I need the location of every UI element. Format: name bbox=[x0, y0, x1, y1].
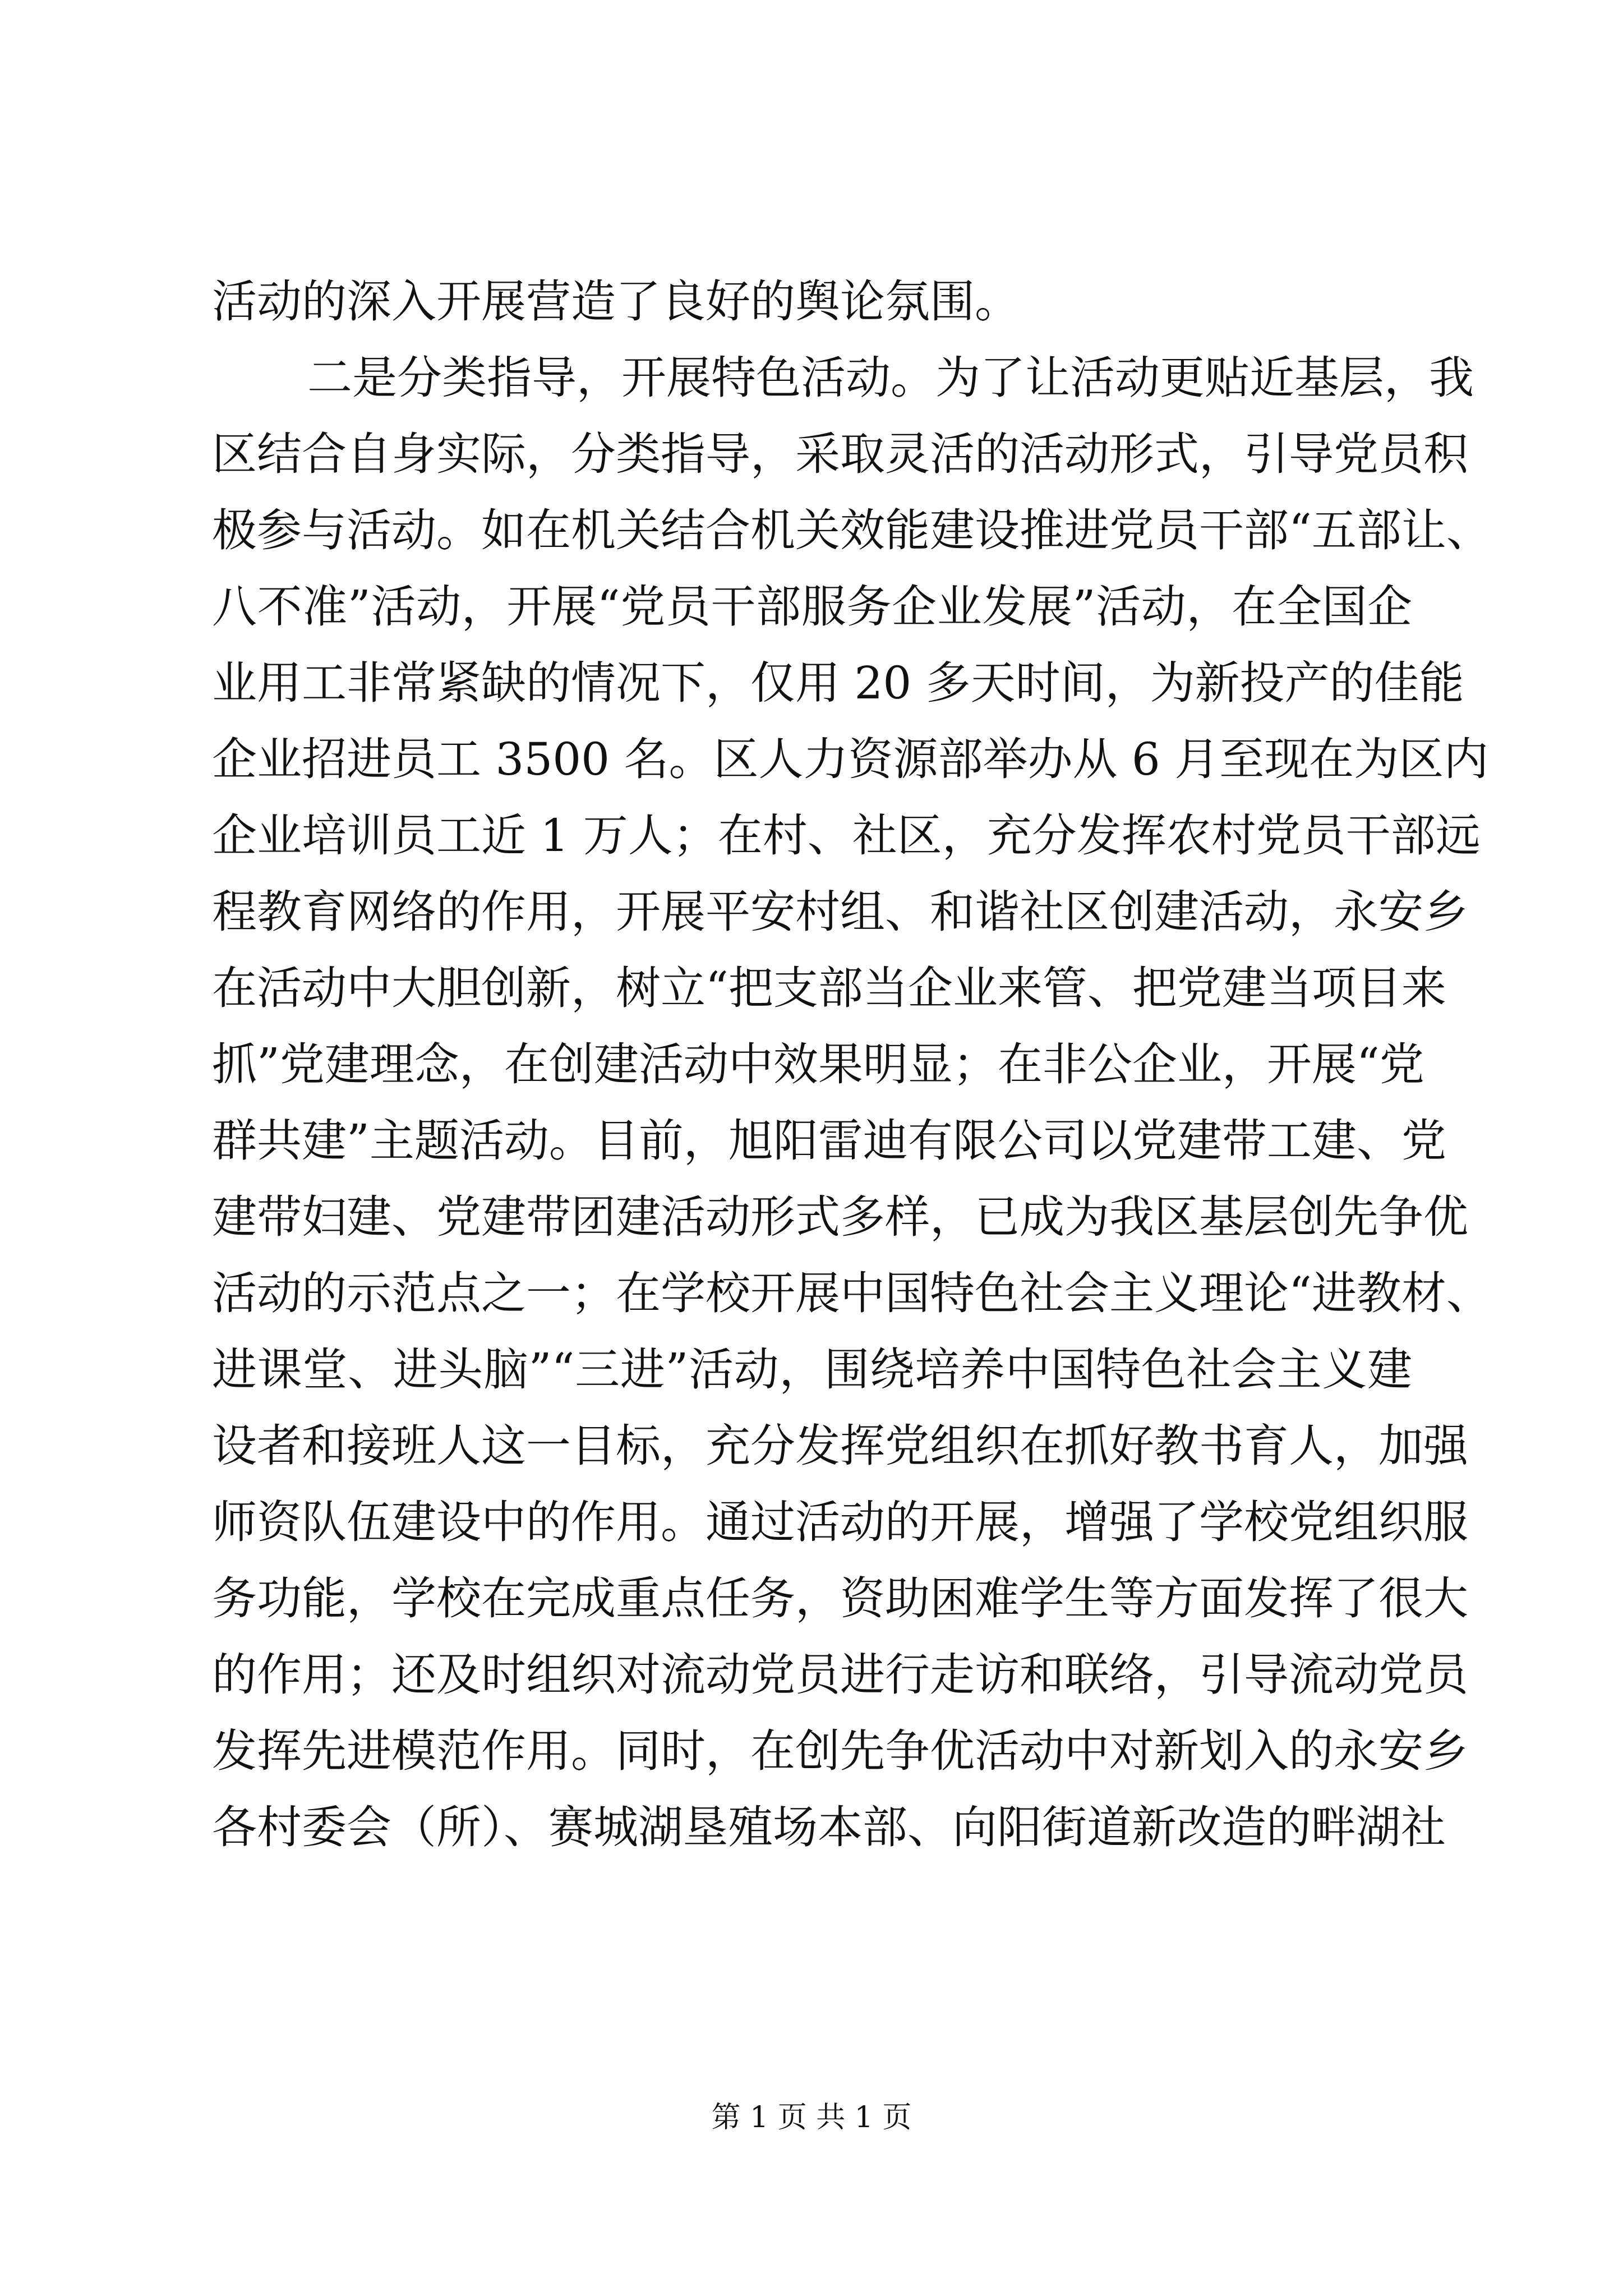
text-line: 群共建”主题活动。目前，旭阳雷迪有限公司以党建带工建、党 bbox=[212, 1115, 1446, 1167]
page-footer bbox=[0, 2098, 1623, 2137]
page-number-label: 第 1 页 共 1 页 bbox=[711, 2101, 912, 2134]
text-line: 区结合自身实际，分类指导，采取灵活的活动形式，引导党员积 bbox=[212, 428, 1468, 480]
text-line: 活动的示范点之一；在学校开展中国特色社会主义理论“进教材、 bbox=[212, 1267, 1491, 1319]
body-text bbox=[212, 264, 1491, 1866]
text-line: 各村委会（所）、赛城湖垦殖场本部、向阳街道新改造的畔湖社 bbox=[212, 1801, 1446, 1853]
text-line: 企业培训员工近 1 万人；在村、社区，充分发挥农村党员干部远 bbox=[212, 809, 1481, 862]
text-line: 极参与活动。如在机关结合机关效能建设推进党员干部“五部让、 bbox=[212, 504, 1491, 556]
text-line: 建带妇建、党建带团建活动形式多样，已成为我区基层创先争优 bbox=[212, 1191, 1468, 1243]
text-line: 师资队伍建设中的作用。通过活动的开展，增强了学校党组织服 bbox=[212, 1496, 1468, 1548]
text-line: 业用工非常紧缺的情况下，仅用 20 多天时间，为新投产的佳能 bbox=[212, 657, 1464, 709]
text-line: 设者和接班人这一目标，充分发挥党组织在抓好教书育人，加强 bbox=[212, 1420, 1468, 1472]
text-line: 活动的深入开展营造了良好的舆论氛围。 bbox=[212, 275, 1020, 328]
text-line: 进课堂、进头脑”“三进”活动，围绕培养中国特色社会主义建 bbox=[212, 1343, 1412, 1396]
text-line: 企业招进员工 3500 名。区人力资源部举办从 6 月至现在为区内 bbox=[212, 733, 1489, 785]
text-line: 发挥先进模范作用。同时，在创先争优活动中对新划入的永安乡 bbox=[212, 1725, 1468, 1777]
text-line: 的作用；还及时组织对流动党员进行走访和联络，引导流动党员 bbox=[212, 1649, 1468, 1701]
text-line: 抓”党建理念，在创建活动中效果明显；在非公企业，开展“党 bbox=[212, 1038, 1424, 1091]
text-line: 在活动中大胆创新，树立“把支部当企业来管、把党建当项目来 bbox=[212, 962, 1446, 1014]
text-line: 程教育网络的作用，开展平安村组、和谐社区创建活动，永安乡 bbox=[212, 886, 1468, 938]
paragraph-first-line: 二是分类指导，开展特色活动。为了让活动更贴近基层，我 bbox=[307, 352, 1474, 404]
text-line: 八不准”活动，开展“党员干部服务企业发展”活动，在全国企 bbox=[212, 581, 1412, 633]
text-line: 务功能，学校在完成重点任务，资助困难学生等方面发挥了很大 bbox=[212, 1572, 1468, 1625]
